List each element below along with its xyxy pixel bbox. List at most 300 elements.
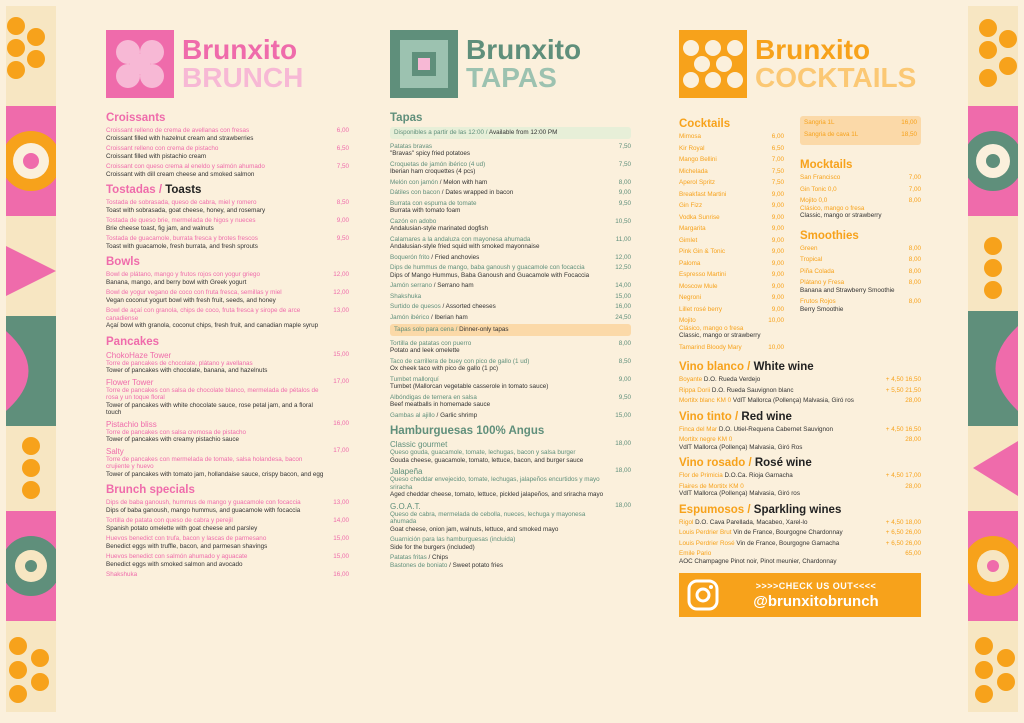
item-desc-es: Jamón ibérico — [390, 313, 430, 321]
item-desc-es: Gambas al ajillo — [390, 411, 435, 419]
wine-line — [679, 519, 880, 527]
item-desc-es: Cazón en adobo — [390, 217, 437, 225]
item-inline: Jamón serrano / Serrano ham — [390, 282, 474, 289]
drink-price: 9,00 — [771, 213, 784, 221]
drink-item — [679, 294, 784, 302]
item-name: G.O.A.T. — [390, 501, 421, 511]
item-price: 12,00 — [615, 253, 631, 261]
tapas-header — [390, 30, 631, 98]
item-desc-es: Albóndigas de ternera en salsa — [390, 393, 477, 401]
item-price: 18,00 — [615, 467, 631, 474]
drink-item — [800, 256, 921, 264]
drink-name: Mojito 0,0 — [800, 197, 828, 204]
tapas-item-text — [390, 218, 615, 233]
item-price: 6,00 — [336, 127, 349, 134]
band-en: Available from 12:00 PM — [488, 129, 558, 136]
item-desc-es: Melón con jamón — [390, 178, 438, 186]
item-price: 18,00 — [615, 440, 631, 447]
menu-item-text — [106, 351, 333, 375]
tapas-column — [390, 30, 631, 572]
drink-name: Kir Royal — [679, 144, 705, 152]
wine-price: + 4,50 17,00 — [885, 472, 921, 479]
drink-price: 9,00 — [771, 225, 784, 232]
info-band — [390, 324, 631, 336]
mocktails-title: Mocktails — [800, 159, 853, 171]
drink-price: 9,00 — [771, 190, 784, 198]
drink-name: Aperol Spritz — [679, 179, 716, 186]
item-desc-es: Bowl de açaí con granola, chips de coco, fruta fresca y sirope de arce canadiense — [106, 307, 301, 322]
wine-name: Boyante — [679, 376, 703, 383]
drink-price: 9,00 — [771, 271, 784, 278]
wine-title-es: Vino blanco / — [679, 361, 751, 373]
wine-title-en: Sparkling wines — [753, 503, 842, 516]
item-desc-es: Shakshuka — [390, 292, 422, 300]
drink-name: Margarita — [679, 225, 706, 232]
promo-text — [719, 581, 913, 610]
item-desc-es: Torre de pancakes de chocolate, plátano y avellanas — [106, 359, 253, 367]
item-desc-es: Tortilla de patatas con puerro — [390, 339, 472, 347]
drink-item — [679, 237, 784, 245]
drink-price: 7,00 — [908, 174, 921, 181]
promo-handle: @brunxitobrunch — [753, 592, 879, 610]
item-price: 12,00 — [333, 289, 349, 296]
drink-name: Moscow Mule — [679, 282, 718, 290]
drink-name: Gimlet — [679, 236, 698, 244]
drink-price: 9,00 — [771, 305, 784, 313]
wine-price: + 4,50 16,50 — [885, 376, 921, 383]
item-name: Salty — [106, 446, 124, 456]
item-price: 18,00 — [615, 501, 631, 509]
drink-sub-en: Berry Smoothie — [800, 305, 844, 313]
item-price: 7,50 — [618, 160, 631, 168]
wine-price: + 4,50 18,00 — [885, 518, 921, 526]
tapas-item-text — [390, 303, 615, 311]
drink-name: Sangria de cava 1L — [804, 130, 859, 138]
drink-sub-en: Classic, mango or strawberry — [679, 332, 761, 339]
drink-name: Espresso Martini — [679, 271, 726, 278]
item-desc-es: Calamares a la andaluza con mayonesa ahumada — [390, 235, 531, 243]
menu-item-text — [106, 163, 337, 178]
drink-line — [800, 256, 921, 264]
item-desc-es: Tostada de guacamole, burrata fresca y brotes frescos — [106, 235, 258, 242]
item-desc-en: Beef meatballs in homemade sauce — [390, 401, 491, 408]
tapas-item-text — [390, 189, 619, 197]
item-desc-es: Jamón serrano — [390, 282, 432, 289]
item-desc-es: Torre de pancakes con salsa cremosa de pistacho — [106, 428, 247, 436]
cocktails-header — [679, 30, 921, 98]
wine-price: + 4,50 16,50 — [885, 425, 921, 433]
wine-text — [679, 519, 886, 527]
item-price: 13,00 — [333, 499, 349, 506]
wine-desc: D.O. Rueda Sauvignon blanc — [711, 386, 794, 394]
section-title-en: Toasts — [165, 184, 202, 196]
menu-item-text — [106, 271, 333, 286]
instagram-icon — [687, 579, 719, 611]
drink-name: Vodka Sunrise — [679, 213, 720, 221]
drink-line — [679, 306, 784, 314]
item-desc-es: Shakshuka — [106, 571, 138, 578]
tapas-item — [390, 282, 631, 290]
wine-price: + 5,50 21,50 — [885, 386, 921, 394]
tapas-item-text — [390, 536, 631, 551]
fries-text — [390, 554, 631, 569]
item-price: 15,00 — [333, 553, 349, 560]
menu-item-text — [106, 378, 333, 417]
wine-name: Flaires de Mortitx KM 0 — [679, 482, 744, 490]
wine-item — [679, 550, 921, 565]
tapas-item — [390, 179, 631, 187]
drink-price: 9,00 — [771, 236, 784, 244]
wine-name: Emile Pario — [679, 550, 712, 557]
promo-box[interactable] — [679, 573, 921, 617]
item-price: 16,00 — [333, 419, 349, 427]
item-price: 15,00 — [615, 411, 631, 419]
tapas-item — [390, 218, 631, 233]
wine-desc: D.O. Cava Parellada, Macabeo, Xarel-lo — [695, 518, 808, 526]
brunch-header — [106, 30, 349, 98]
drink-line — [679, 156, 784, 164]
fries-item — [390, 554, 631, 569]
drink-item — [679, 248, 784, 256]
drink-price: 9,00 — [771, 259, 784, 267]
menu-item — [106, 535, 349, 550]
item-price: 13,00 — [333, 307, 349, 314]
drink-item — [679, 202, 784, 210]
brunch-column — [106, 30, 349, 582]
tapas-item — [390, 358, 631, 373]
item-desc-es: Guarnición para las hamburguesas (incluida) — [390, 536, 516, 543]
tapas-item-text — [390, 340, 619, 355]
item-inline: Jamón ibérico / Iberian ham — [390, 313, 468, 321]
drink-price: 7,50 — [771, 179, 784, 186]
item-desc-es: Huevos benedict con trufa, bacon y lascas de parmesano — [106, 535, 267, 542]
item-price: 7,50 — [336, 163, 349, 170]
item-desc-en: Açaí bowl with granola, coconut chips, fresh fruit, and canadian maple syrup — [106, 322, 319, 329]
item-name: Flower Tower — [106, 377, 154, 387]
item-desc-en: Fried anchovies — [434, 253, 480, 261]
drink-line — [679, 214, 784, 222]
wine-name: Mortitx negre KM 0 — [679, 436, 733, 443]
item-desc-es: Patatas bravas — [390, 142, 433, 150]
menu-item-text — [106, 217, 337, 232]
drink-line — [679, 225, 784, 233]
tapas-item — [390, 293, 631, 301]
section-title-es: Pancakes — [106, 335, 160, 348]
drink-price: 7,00 — [908, 185, 921, 193]
item-name: ChokoHaze Tower — [106, 350, 172, 360]
menu-item-text — [106, 499, 333, 514]
drink-item — [679, 260, 784, 268]
drink-item — [679, 344, 784, 352]
item-price: 8,00 — [618, 178, 631, 186]
cocktails-right — [800, 112, 921, 355]
fries-es: Patatas fritas — [390, 554, 427, 561]
item-desc-en: Potato and leek omelette — [390, 347, 460, 354]
menu-item — [106, 499, 349, 514]
item-desc-en: Croissant filled with hazelnut cream and strawberries — [106, 134, 254, 142]
drink-sub-en: Banana and Strawberry Smoothie — [800, 286, 895, 294]
wine-price: 28,00 — [905, 482, 921, 490]
drink-name: Gin Tonic 0,0 — [800, 185, 837, 193]
item-price: 15,00 — [333, 350, 349, 358]
drink-price: 8,00 — [908, 279, 921, 286]
fries-line-2: Bastones de boniato / Sweet potato fries — [390, 561, 504, 569]
cocktails-title: COCKTAILS — [755, 62, 917, 93]
item-price: 11,00 — [615, 235, 631, 243]
drink-name: Negroni — [679, 294, 702, 301]
item-desc-en: Serrano ham — [437, 282, 474, 289]
drink-price: 9,00 — [771, 248, 784, 255]
drink-item — [804, 119, 917, 127]
drink-item — [679, 145, 784, 153]
section-title-es: Brunch specials — [106, 484, 195, 496]
item-desc-en: Tumbet (Mallorcan vegetable casserole in tomato sauce) — [390, 383, 549, 390]
tapas-item — [390, 467, 631, 499]
wine-name: Rippa Dorii — [679, 386, 711, 394]
item-desc-es: Bowl de plátano, mango y frutos rojos con yogur griego — [106, 271, 261, 278]
band-text: Tapas solo para cena / Dinner-only tapas — [394, 326, 509, 333]
drink-line — [800, 186, 921, 194]
band-en: Dinner-only tapas — [459, 326, 509, 333]
tapas-logo-icon — [390, 30, 458, 98]
wine-text — [679, 529, 886, 537]
item-desc-en: Gouda cheese, guacamole, tomato, lettuce, bacon, and burger sauce — [390, 456, 584, 464]
item-desc-es: Croissant relleno con crema de pistacho — [106, 145, 219, 152]
drink-price: 18,50 — [901, 130, 917, 138]
drink-item — [800, 197, 921, 220]
drink-name: Green — [800, 244, 818, 252]
tapas-item-text — [390, 376, 619, 391]
item-price: 9,50 — [618, 199, 631, 207]
item-price: 12,50 — [615, 264, 631, 271]
drink-price: 9,00 — [771, 294, 784, 301]
drink-price: 8,00 — [908, 298, 921, 305]
item-desc-en: Banana, mango, and berry bowl with Greek yogurt — [106, 278, 247, 286]
menu-item-text — [106, 553, 333, 568]
item-price: 8,50 — [618, 357, 631, 365]
tapas-item-text — [390, 254, 615, 262]
info-band — [390, 127, 631, 139]
item-desc-es: Queso de cabra, mermelada de cebolla, nueces, lechuga y mayonesa ahumada — [390, 510, 586, 525]
wine-item — [679, 472, 921, 480]
drink-name: Paloma — [679, 259, 701, 267]
tapas-item-text — [390, 358, 619, 373]
item-desc-en: Tower of pancakes with creamy pistachio sauce — [106, 436, 239, 443]
wine-item — [679, 529, 921, 537]
drink-price: 9,00 — [771, 202, 784, 209]
tapas-item-text — [390, 394, 619, 409]
menu-item-text — [106, 517, 333, 532]
wine-title-es: Vino rosado / — [679, 457, 752, 469]
drink-line — [800, 279, 921, 287]
item-name: Pistachio bliss — [106, 419, 157, 429]
tapas-item — [390, 502, 631, 534]
item-desc-es: Taco de carrillera de buey con pico de gallo (1 ud) — [390, 357, 530, 365]
drink-line — [800, 174, 921, 182]
item-price: 8,00 — [618, 339, 631, 347]
wine-name: Louis Perdrier Rosé — [679, 539, 735, 547]
drink-name: Mojito — [679, 317, 696, 324]
menu-item — [106, 517, 349, 532]
drink-name: Frutos Rojos — [800, 298, 836, 305]
tapas-sections — [390, 112, 631, 569]
item-inline: Melón con jamón / Melon with ham — [390, 178, 488, 186]
drink-line — [679, 248, 784, 256]
drink-name: Sangria 1L — [804, 119, 835, 126]
burgers-section-title: Hamburguesas 100% Angus — [390, 425, 545, 437]
brunch-section-title — [106, 112, 349, 124]
wine-desc: D.O.Ca. Rioja Garnacha — [724, 472, 793, 479]
tapas-title: TAPAS — [466, 62, 557, 93]
promo-line: >>>>CHECK US OUT<<<< — [755, 580, 877, 591]
brunch-section-title — [106, 256, 349, 268]
drink-name: Mimosa — [679, 133, 702, 140]
item-desc-es: Huevos benedict con salmón ahumado y aguacate — [106, 553, 248, 560]
wine-item — [679, 426, 921, 434]
item-desc-en: Toast with guacamole, fresh burrata, and fresh sprouts — [106, 242, 258, 250]
wine-desc: VdlT Mallorca (Pollença) Malvasia, Giró ros — [732, 397, 854, 404]
menu-item-text — [106, 145, 337, 160]
drink-price: 8,00 — [908, 197, 921, 204]
menu-item-text — [106, 571, 333, 579]
item-desc-es: Torre de pancakes con salsa de chocolate blanco, mermelada de pétalos de rosa y un toque floral — [106, 386, 319, 401]
cocktails-grid — [679, 112, 921, 355]
item-desc-es: Croquetas de jamón ibérico (4 ud) — [390, 160, 486, 168]
drink-item — [800, 279, 921, 294]
item-price: 8,50 — [336, 199, 349, 206]
wine-line — [679, 426, 880, 434]
wine-text — [679, 483, 905, 498]
wine-name: Louis Perdrier Brut — [679, 529, 732, 536]
menu-item — [106, 235, 349, 250]
tapas-item-text — [390, 412, 615, 420]
tapas-item-text — [390, 236, 616, 251]
fries-es2: Bastones de boniato — [390, 561, 448, 569]
item-desc-en: Burrata with tomato foam — [390, 207, 461, 214]
wine-text — [679, 472, 886, 480]
item-desc-es: Boquerón frito — [390, 253, 430, 261]
item-desc-en: Tower of pancakes with white chocolate sauce, rose petal jam, and a floral touch — [106, 401, 313, 416]
wine-desc-2: VdlT Mallorca (Pollença) Malvasia, Giró Ros — [679, 443, 803, 451]
wine-desc: Vin de France, Bourgogne Garnacha — [736, 539, 840, 547]
wine-title-es: Vino tinto / — [679, 410, 739, 423]
drink-price: 6,50 — [771, 144, 784, 152]
section-title-es: Croissants — [106, 112, 166, 124]
item-desc-en: Croissant filled with pistachio cream — [106, 152, 207, 160]
drink-name: Breakfast Martini — [679, 190, 727, 198]
wine-title-en: White wine — [753, 361, 814, 373]
flower-pattern-left — [6, 6, 56, 712]
item-desc-en: Iberian ham croquettes (4 pcs) — [390, 168, 476, 175]
item-desc-en: Tower of pancakes with chocolate, banana, and hazelnuts — [106, 367, 268, 374]
wine-line — [679, 550, 899, 558]
wine-line — [679, 397, 899, 405]
item-price: 17,00 — [333, 377, 349, 385]
wine-section-title — [679, 361, 921, 373]
wine-text — [679, 376, 886, 384]
drink-line — [679, 168, 784, 176]
menu-item — [106, 163, 349, 178]
wine-item — [679, 540, 921, 548]
cocktails-section-title: Cocktails — [679, 118, 731, 130]
item-desc-en: Iberian ham — [434, 313, 468, 321]
wine-item — [679, 436, 921, 451]
item-price: 16,00 — [333, 571, 349, 578]
item-desc-en: Benedict eggs with smoked salmon and avocado — [106, 560, 243, 568]
wine-item — [679, 376, 921, 384]
wine-desc: D.O. Rueda Verdejo — [703, 376, 761, 383]
wine-section-title — [679, 457, 921, 469]
drink-name: Tamarind Bloody Mary — [679, 343, 742, 351]
section-title-es: Bowls — [106, 256, 140, 268]
tapas-item-text — [390, 467, 615, 499]
item-desc-es: Dips de hummus de mango, baba ganoush y guacamole con focaccia — [390, 264, 585, 271]
item-desc-en: Tower of pancakes with tomato jam, hollandaise sauce, crispy bacon, and egg — [106, 470, 324, 478]
wine-text — [679, 387, 886, 395]
wine-text — [679, 550, 905, 565]
item-inline: Surtido de quesos / Assorted cheeses — [390, 303, 496, 310]
wine-name: Mortitx blanc KM 0 — [679, 397, 732, 404]
drink-line — [679, 344, 784, 352]
wine-text — [679, 540, 886, 548]
item-price: 16,00 — [615, 303, 631, 310]
item-price: 14,00 — [333, 517, 349, 524]
item-desc-es: Tumbet mallorquí — [390, 375, 439, 383]
drink-item — [679, 271, 784, 279]
item-price: 10,50 — [615, 217, 631, 225]
tapas-item-text — [390, 282, 615, 290]
wine-section-title — [679, 411, 921, 423]
drink-item — [679, 225, 784, 233]
tapas-item — [390, 412, 631, 420]
drink-item — [800, 298, 921, 313]
drink-line — [679, 237, 784, 245]
tapas-item — [390, 394, 631, 409]
band-es: Tapas solo para cena — [394, 326, 454, 333]
item-desc-es: Bowl de yogur vegano de coco con fruta fresca, semillas y miel — [106, 289, 282, 296]
item-desc-en: Benedict eggs with truffle, bacon, and parmesan shavings — [106, 542, 268, 550]
item-desc-es: Queso gouda, guacamole, tomate, lechugas, bacon y salsa burger — [390, 449, 576, 456]
menu-item — [106, 217, 349, 232]
wine-item — [679, 483, 921, 498]
cocktails-column — [679, 30, 921, 617]
drink-price: 7,00 — [771, 156, 784, 163]
wine-price: 28,00 — [905, 436, 921, 443]
wine-item — [679, 397, 921, 405]
menu-item — [106, 271, 349, 286]
wine-line — [679, 540, 880, 548]
fries-en2: Sweet potato fries — [452, 561, 504, 569]
menu-item — [106, 571, 349, 579]
wine-title-en: Red wine — [741, 410, 792, 423]
drink-line — [804, 119, 917, 127]
menu-item-text — [106, 235, 337, 250]
item-desc-es: Burrata con espuma de tomate — [390, 199, 477, 207]
tapas-section-title: Tapas — [390, 112, 423, 124]
right-pattern-strip — [968, 6, 1018, 712]
item-desc-en: "Bravas" spicy fried potatoes — [390, 150, 471, 157]
tapas-item — [390, 143, 631, 158]
drink-price: 8,00 — [908, 256, 921, 263]
tapas-item — [390, 440, 631, 464]
wine-name: Finca del Mar — [679, 425, 718, 433]
wine-item — [679, 387, 921, 395]
drink-item — [679, 214, 784, 222]
drink-line — [679, 145, 784, 153]
item-inline: Dátiles con bacon / Dates wrapped in bacon — [390, 189, 514, 196]
item-desc-en: Croissant with dill cream cheese and smoked salmon — [106, 170, 255, 178]
cocktails-left — [679, 112, 784, 355]
